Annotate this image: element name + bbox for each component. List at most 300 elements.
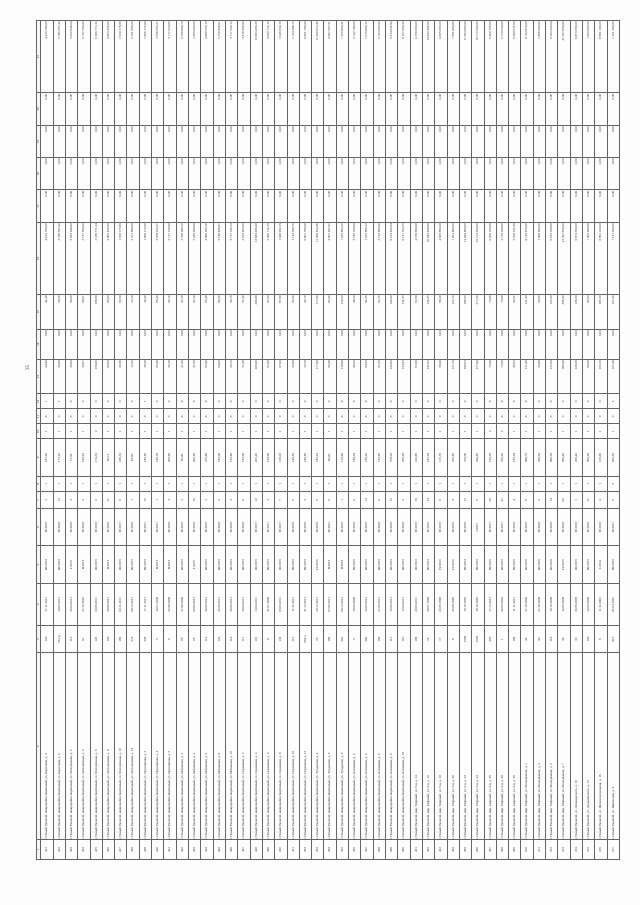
- table-cell: 0,00: [262, 125, 274, 157]
- table-cell: 1: [262, 476, 274, 491]
- table-cell: 14: [422, 491, 434, 508]
- table-cell: I.2014: [595, 546, 607, 583]
- table-cell: 27.10.2009: [533, 583, 545, 625]
- table-cell: 0,00: [164, 93, 176, 125]
- table-cell: IV.2017: [115, 509, 127, 546]
- table-cell: 0: [336, 409, 348, 424]
- table-cell: 05.03.2011: [275, 583, 287, 625]
- table-cell: 12: [386, 491, 398, 508]
- table-cell: 30.05.2009: [570, 583, 582, 625]
- table-row: [607, 21, 619, 860]
- table-cell: 225: [484, 626, 496, 653]
- table-cell: 4 899 555,10: [201, 222, 213, 294]
- table-cell: 4 507 207,51: [324, 222, 336, 294]
- table-cell: 0: [558, 394, 570, 409]
- table-cell: 2: [533, 491, 545, 508]
- table-cell: 0: [546, 409, 558, 424]
- table-cell: 1: [533, 476, 545, 491]
- table-cell: 0,00: [398, 158, 410, 190]
- table-cell: 0,00: [90, 93, 102, 125]
- table-cell: 0,00: [78, 158, 90, 190]
- table-cell: г.Новый Уренгой, микрорайон Берёзовый, ул. Сиреневая, д. 2: [238, 653, 250, 840]
- table-cell: 0,00: [201, 329, 213, 359]
- table-cell: г.Новый Уренгой, микрорайон Берёзовый, ул. Молодёжная, д. 2: [65, 653, 77, 840]
- table-cell: 188,26: [361, 439, 373, 476]
- table-cell: 0,00: [570, 190, 582, 222]
- table-cell: IV.2015: [447, 509, 459, 546]
- table-cell: г.Новый Уренгой, микрорайон Берёзовый, ул. Приозёрная, д. 2: [139, 653, 151, 840]
- table-cell: 0,00: [127, 93, 139, 125]
- table-cell: 0,00: [410, 125, 422, 157]
- table-cell: 0,00: [139, 190, 151, 222]
- table-cell: 1: [53, 394, 65, 409]
- table-cell: 0,00: [324, 93, 336, 125]
- table-cell: 2: [201, 491, 213, 508]
- table-cell: 90,60: [583, 359, 595, 394]
- table-cell: 0: [164, 409, 176, 424]
- table-row: [164, 21, 176, 860]
- table-cell: 91,60: [262, 294, 274, 329]
- table-cell: 0: [78, 409, 90, 424]
- table-cell: 1: [102, 424, 114, 439]
- table-cell: 202,50: [189, 439, 201, 476]
- table-cell: 0: [484, 394, 496, 409]
- table-cell: 16: [410, 491, 422, 508]
- table-cell: 1: [201, 476, 213, 491]
- table-cell: 0: [398, 409, 410, 424]
- table-cell: 0: [361, 409, 373, 424]
- table-cell: 9 214 832,94: [386, 21, 398, 93]
- table-cell: г.Новый Уренгой, микрорайон Берёзовый, ул. Рябиновая, д. 8: [213, 653, 225, 840]
- table-cell: 1 966 172,00: [139, 21, 151, 93]
- table-cell: 0,00: [213, 93, 225, 125]
- table-cell: 64,35: [361, 294, 373, 329]
- table-cell: 456: [349, 840, 361, 860]
- table-cell: 75,90: [484, 359, 496, 394]
- table-cell: 0,00: [250, 93, 262, 125]
- table-cell: 3 723 895,60: [373, 21, 385, 93]
- table-cell: 1: [238, 476, 250, 491]
- table-cell: 142,00: [386, 359, 398, 394]
- table-cell: г.Новый Уренгой, мкр. Мирный, ул. 5-я, д. 26: [484, 653, 496, 840]
- table-cell: 95: [189, 626, 201, 653]
- table-cell: 1: [595, 424, 607, 439]
- table-cell: 4 158 600,00: [410, 21, 422, 93]
- table-cell: 09.12.2011: [336, 583, 348, 625]
- table-cell: 33: [570, 626, 582, 653]
- table-cell: 277,60: [472, 359, 484, 394]
- table-cell: 453: [312, 840, 324, 860]
- table-cell: 0,00: [213, 329, 225, 359]
- column-header: 10: [37, 424, 41, 439]
- table-cell: 38,67: [78, 359, 90, 394]
- table-cell: 48,20: [349, 359, 361, 394]
- table-cell: 30,60: [533, 359, 545, 394]
- table-cell: г.Новый Уренгой, микрорайон Берёзовый, ул. Рябиновая, д. 10: [225, 653, 237, 840]
- table-cell: 156,80: [225, 439, 237, 476]
- table-cell: II.2015: [78, 546, 90, 583]
- table-cell: 148,34: [349, 439, 361, 476]
- table-cell: 13 683 466,20: [250, 222, 262, 294]
- table-cell: 4 415 786,00: [41, 222, 53, 294]
- table-cell: 1: [386, 476, 398, 491]
- table-row: [570, 21, 582, 860]
- table-cell: 0,00: [386, 125, 398, 157]
- table-cell: 1: [570, 491, 582, 508]
- table-cell: 3 737 550,00: [78, 222, 90, 294]
- table-cell: 26.04.2011: [65, 583, 77, 625]
- table-cell: 28.04.2011: [238, 583, 250, 625]
- table-cell: IV.2015: [410, 509, 422, 546]
- table-cell: 91,60: [262, 359, 274, 394]
- table-row: [115, 21, 127, 860]
- table-cell: 188,53: [459, 294, 471, 329]
- table-cell: 0,00: [287, 158, 299, 190]
- column-header: 7: [37, 491, 41, 508]
- table-cell: III.2015: [398, 546, 410, 583]
- table-cell: 4 825 893,00: [435, 222, 447, 294]
- table-cell: 0,00: [521, 93, 533, 125]
- table-cell: 0,00: [422, 125, 434, 157]
- table-row: [225, 21, 237, 860]
- table-cell: III.2014: [459, 546, 471, 583]
- table-cell: 344,20: [472, 439, 484, 476]
- table-cell: 9 127 353,55: [398, 21, 410, 93]
- table-cell: 1: [509, 476, 521, 491]
- table-cell: 0: [225, 394, 237, 409]
- table-cell: 4 905 456,00: [102, 21, 114, 93]
- table-cell: 470: [521, 840, 533, 860]
- table-cell: I.2017: [472, 509, 484, 546]
- table-cell: 0,00: [435, 93, 447, 125]
- table-cell: 1: [496, 476, 508, 491]
- table-cell: 162,00: [213, 439, 225, 476]
- table-cell: IV.2016: [90, 509, 102, 546]
- table-cell: 47,20: [189, 359, 201, 394]
- table-cell: 0,00: [299, 158, 311, 190]
- table-cell: 0,00: [595, 329, 607, 359]
- table-cell: 120,78: [152, 439, 164, 476]
- table-cell: 14: [546, 491, 558, 508]
- table-cell: 1: [275, 424, 287, 439]
- table-cell: 0,00: [459, 190, 471, 222]
- table-cell: 1 744 398,76: [287, 21, 299, 93]
- table-cell: 52,90: [287, 294, 299, 329]
- table-cell: 0: [225, 409, 237, 424]
- table-cell: 0,00: [496, 125, 508, 157]
- table-cell: 0,00: [336, 329, 348, 359]
- table-cell: 0,00: [312, 93, 324, 125]
- table-cell: 0,00: [521, 158, 533, 190]
- table-row: [435, 21, 447, 860]
- table-cell: 61,35: [373, 294, 385, 329]
- table-cell: 1: [435, 424, 447, 439]
- table-cell: 11: [583, 491, 595, 508]
- table-cell: III.2014: [41, 546, 53, 583]
- table-cell: 0: [496, 394, 508, 409]
- table-cell: 0,00: [484, 190, 496, 222]
- table-cell: 0,00: [65, 329, 77, 359]
- table-cell: 0: [459, 409, 471, 424]
- table-cell: г.Новый Уренгой, микрорайон Берёзовый, ул. Ключевая, д. 2: [349, 653, 361, 840]
- column-header: 6: [37, 509, 41, 546]
- table-cell: 0,00: [472, 329, 484, 359]
- table-cell: 0,00: [533, 158, 545, 190]
- table-cell: 0: [521, 409, 533, 424]
- table-cell: 467: [484, 840, 496, 860]
- table-cell: 0,00: [78, 329, 90, 359]
- table-cell: 464: [447, 840, 459, 860]
- table-cell: III.2015: [213, 546, 225, 583]
- table-cell: IV.2017: [607, 509, 619, 546]
- table-cell: 0: [570, 394, 582, 409]
- table-cell: 87,90: [275, 359, 287, 394]
- table-cell: 1: [435, 476, 447, 491]
- table-cell: 0: [299, 409, 311, 424]
- table-cell: 90,60: [583, 294, 595, 329]
- table-cell: IV.2016: [164, 509, 176, 546]
- table-cell: 3 798 009,70: [176, 21, 188, 93]
- table-cell: IV.2017: [139, 509, 151, 546]
- table-cell: 398,40: [558, 294, 570, 329]
- table-cell: 1: [607, 424, 619, 439]
- table-cell: 20.05.1998: [435, 583, 447, 625]
- table-cell: 0,00: [115, 93, 127, 125]
- table-cell: III.2015: [225, 546, 237, 583]
- table-cell: 38,40: [139, 294, 151, 329]
- table-cell: 0: [546, 394, 558, 409]
- table-cell: 61,90: [410, 294, 422, 329]
- table-cell: 0: [78, 394, 90, 409]
- table-cell: IV.2016: [509, 509, 521, 546]
- data-table: [36, 20, 620, 860]
- table-cell: 1: [521, 476, 533, 491]
- table-cell: 158,80: [90, 359, 102, 394]
- table-cell: 0: [127, 409, 139, 424]
- table-cell: 3 723 895,60: [373, 222, 385, 294]
- table-cell: 50,15: [225, 359, 237, 394]
- table-cell: 14.05.2009: [583, 583, 595, 625]
- table-cell: 15: [139, 491, 151, 508]
- column-header: 16: [37, 222, 41, 294]
- table-cell: 17.12.2011: [484, 583, 496, 625]
- table-cell: 0: [533, 394, 545, 409]
- table-cell: 0,00: [176, 329, 188, 359]
- table-cell: 4 905 456,00: [102, 222, 114, 294]
- table-cell: 30,50: [115, 359, 127, 394]
- table-cell: 0: [558, 409, 570, 424]
- table-cell: 1: [299, 476, 311, 491]
- table-cell: 0,00: [275, 125, 287, 157]
- table-cell: 28.03.2011: [410, 583, 422, 625]
- table-cell: 0,00: [299, 93, 311, 125]
- table-cell: 9 183 350,00: [546, 222, 558, 294]
- table-cell: 0,00: [324, 158, 336, 190]
- table-cell: 2: [78, 491, 90, 508]
- table-cell: 447: [238, 840, 250, 860]
- table-cell: г.Новый Уренгой, микрорайон Берёзовый, ул. Ключевая, д. 10: [398, 653, 410, 840]
- table-cell: 65,40: [201, 359, 213, 394]
- table-cell: 0: [213, 409, 225, 424]
- table-cell: 0,00: [250, 190, 262, 222]
- table-cell: 1: [201, 424, 213, 439]
- table-cell: 3 558 253,27: [152, 21, 164, 93]
- table-cell: 142,00: [386, 294, 398, 329]
- table-cell: I.2015: [189, 546, 201, 583]
- table-cell: 1: [65, 476, 77, 491]
- table-cell: г.Новый Уренгой, микрорайон Берёзовый, ул. Рябиновая, д. 6: [201, 653, 213, 840]
- table-cell: 119: [546, 626, 558, 653]
- table-cell: 19: [422, 626, 434, 653]
- table-cell: 4 899 555,10: [201, 21, 213, 93]
- table-cell: 0,00: [41, 125, 53, 157]
- table-cell: III.2015: [90, 546, 102, 583]
- table-cell: 473: [558, 840, 570, 860]
- table-cell: 26.08.1998: [447, 583, 459, 625]
- table-cell: IV.2016: [41, 509, 53, 546]
- table-cell: 115,78: [435, 439, 447, 476]
- table-cell: 0,00: [558, 158, 570, 190]
- table-cell: 0: [459, 394, 471, 409]
- table-cell: 477: [607, 840, 619, 860]
- table-cell: 117: [238, 626, 250, 653]
- table-cell: 0: [607, 409, 619, 424]
- table-cell: г.Новый Уренгой, ул. Дзержинского, д. 10: [570, 653, 582, 840]
- table-cell: 118,60: [336, 439, 348, 476]
- table-cell: 125: [583, 626, 595, 653]
- table-cell: 0,00: [447, 93, 459, 125]
- table-cell: 0: [361, 394, 373, 409]
- table-cell: IV.2016: [533, 509, 545, 546]
- table-cell: 6 901 796,00: [299, 21, 311, 93]
- table-cell: г.Новый Уренгой, микрорайон Берёзовый, ул. Приозёрная, д. 4: [152, 653, 164, 840]
- table-cell: 437: [115, 840, 127, 860]
- table-cell: 444: [201, 840, 213, 860]
- rotated-table-container: [36, 20, 620, 860]
- table-cell: 0,00: [496, 158, 508, 190]
- table-cell: 0,00: [422, 329, 434, 359]
- table-cell: 0,00: [53, 125, 65, 157]
- table-cell: 44,40: [41, 294, 53, 329]
- table-row: [459, 21, 471, 860]
- column-header: 15: [37, 294, 41, 329]
- table-cell: 3 737 550,00: [78, 21, 90, 93]
- table-cell: 0,00: [189, 125, 201, 157]
- table-cell: III.2015: [361, 546, 373, 583]
- table-cell: 0,00: [435, 329, 447, 359]
- table-cell: 5: [349, 626, 361, 653]
- table-cell: 135,00: [595, 439, 607, 476]
- table-cell: 107,40: [607, 294, 619, 329]
- table-cell: 1 966 172,00: [139, 222, 151, 294]
- table-cell: 0,00: [262, 329, 274, 359]
- table-cell: 5 159 408,87: [213, 222, 225, 294]
- table-cell: 97: [78, 626, 90, 653]
- table-cell: 0,00: [349, 158, 361, 190]
- table-cell: 2: [607, 476, 619, 491]
- table-cell: III.2016: [521, 546, 533, 583]
- table-cell: 0,00: [398, 190, 410, 222]
- table-cell: 0: [533, 409, 545, 424]
- table-row: [238, 21, 250, 860]
- table-cell: 0,00: [324, 329, 336, 359]
- table-cell: 441: [164, 840, 176, 860]
- table-cell: 1: [546, 424, 558, 439]
- table-cell: 1: [570, 476, 582, 491]
- table-cell: 30.06.2011: [225, 583, 237, 625]
- table-cell: 1: [275, 476, 287, 491]
- table-cell: 0: [349, 394, 361, 409]
- table-cell: 6 901 796,00: [299, 222, 311, 294]
- table-cell: 0,00: [558, 125, 570, 157]
- table-cell: 122,90: [373, 439, 385, 476]
- table-cell: 0,00: [570, 329, 582, 359]
- table-cell: 30,50: [115, 294, 127, 329]
- table-row: [250, 21, 262, 860]
- table-cell: 4: [262, 491, 274, 508]
- table-cell: 6: [521, 491, 533, 508]
- table-cell: 0: [447, 394, 459, 409]
- table-cell: 154,55: [398, 359, 410, 394]
- table-cell: 85,00: [102, 294, 114, 329]
- table-cell: 0: [422, 394, 434, 409]
- table-row: [496, 21, 508, 860]
- table-cell: 1: [287, 476, 299, 491]
- table-cell: 0,00: [386, 329, 398, 359]
- table-cell: 0,00: [90, 190, 102, 222]
- table-cell: 1: [398, 424, 410, 439]
- table-cell: 466: [472, 840, 484, 860]
- table-cell: 5 717 310,00: [164, 222, 176, 294]
- table-cell: 1: [484, 476, 496, 491]
- table-cell: 1: [447, 424, 459, 439]
- table-cell: 39,60: [53, 359, 65, 394]
- table-cell: 0,00: [152, 329, 164, 359]
- table-cell: 1: [324, 424, 336, 439]
- table-cell: 1: [422, 476, 434, 491]
- table-cell: 138,03: [275, 439, 287, 476]
- table-cell: 1: [127, 476, 139, 491]
- table-cell: 131,00: [546, 359, 558, 394]
- table-cell: 188,53: [459, 359, 471, 394]
- table-cell: 0,00: [595, 125, 607, 157]
- table-cell: IV.2017: [484, 509, 496, 546]
- table-cell: 0: [324, 394, 336, 409]
- table-cell: IV.2016: [102, 509, 114, 546]
- table-cell: г.Новый Уренгой, микрорайон Берёзовый, ул. Береговая, д. 6: [53, 653, 65, 840]
- table-cell: 0: [422, 409, 434, 424]
- table-cell: 0,00: [213, 125, 225, 157]
- table-cell: 4 507 207,51: [324, 21, 336, 93]
- table-cell: 0,00: [583, 190, 595, 222]
- table-cell: 0: [115, 409, 127, 424]
- table-cell: 0,00: [607, 125, 619, 157]
- table-cell: 118,60: [336, 359, 348, 394]
- table-cell: 158,80: [90, 294, 102, 329]
- table-cell: III.2015: [201, 546, 213, 583]
- table-cell: 94,00: [213, 359, 225, 394]
- table-cell: 08.12.2011: [127, 583, 139, 625]
- table-cell: 439: [139, 840, 151, 860]
- table-cell: 1: [312, 424, 324, 439]
- table-cell: 0: [201, 409, 213, 424]
- table-cell: 0,00: [349, 93, 361, 125]
- table-row: [373, 21, 385, 860]
- table-cell: III.2015: [115, 546, 127, 583]
- table-cell: III.2015: [287, 546, 299, 583]
- table-cell: 3 558 253,27: [152, 222, 164, 294]
- table-cell: 30,60: [533, 294, 545, 329]
